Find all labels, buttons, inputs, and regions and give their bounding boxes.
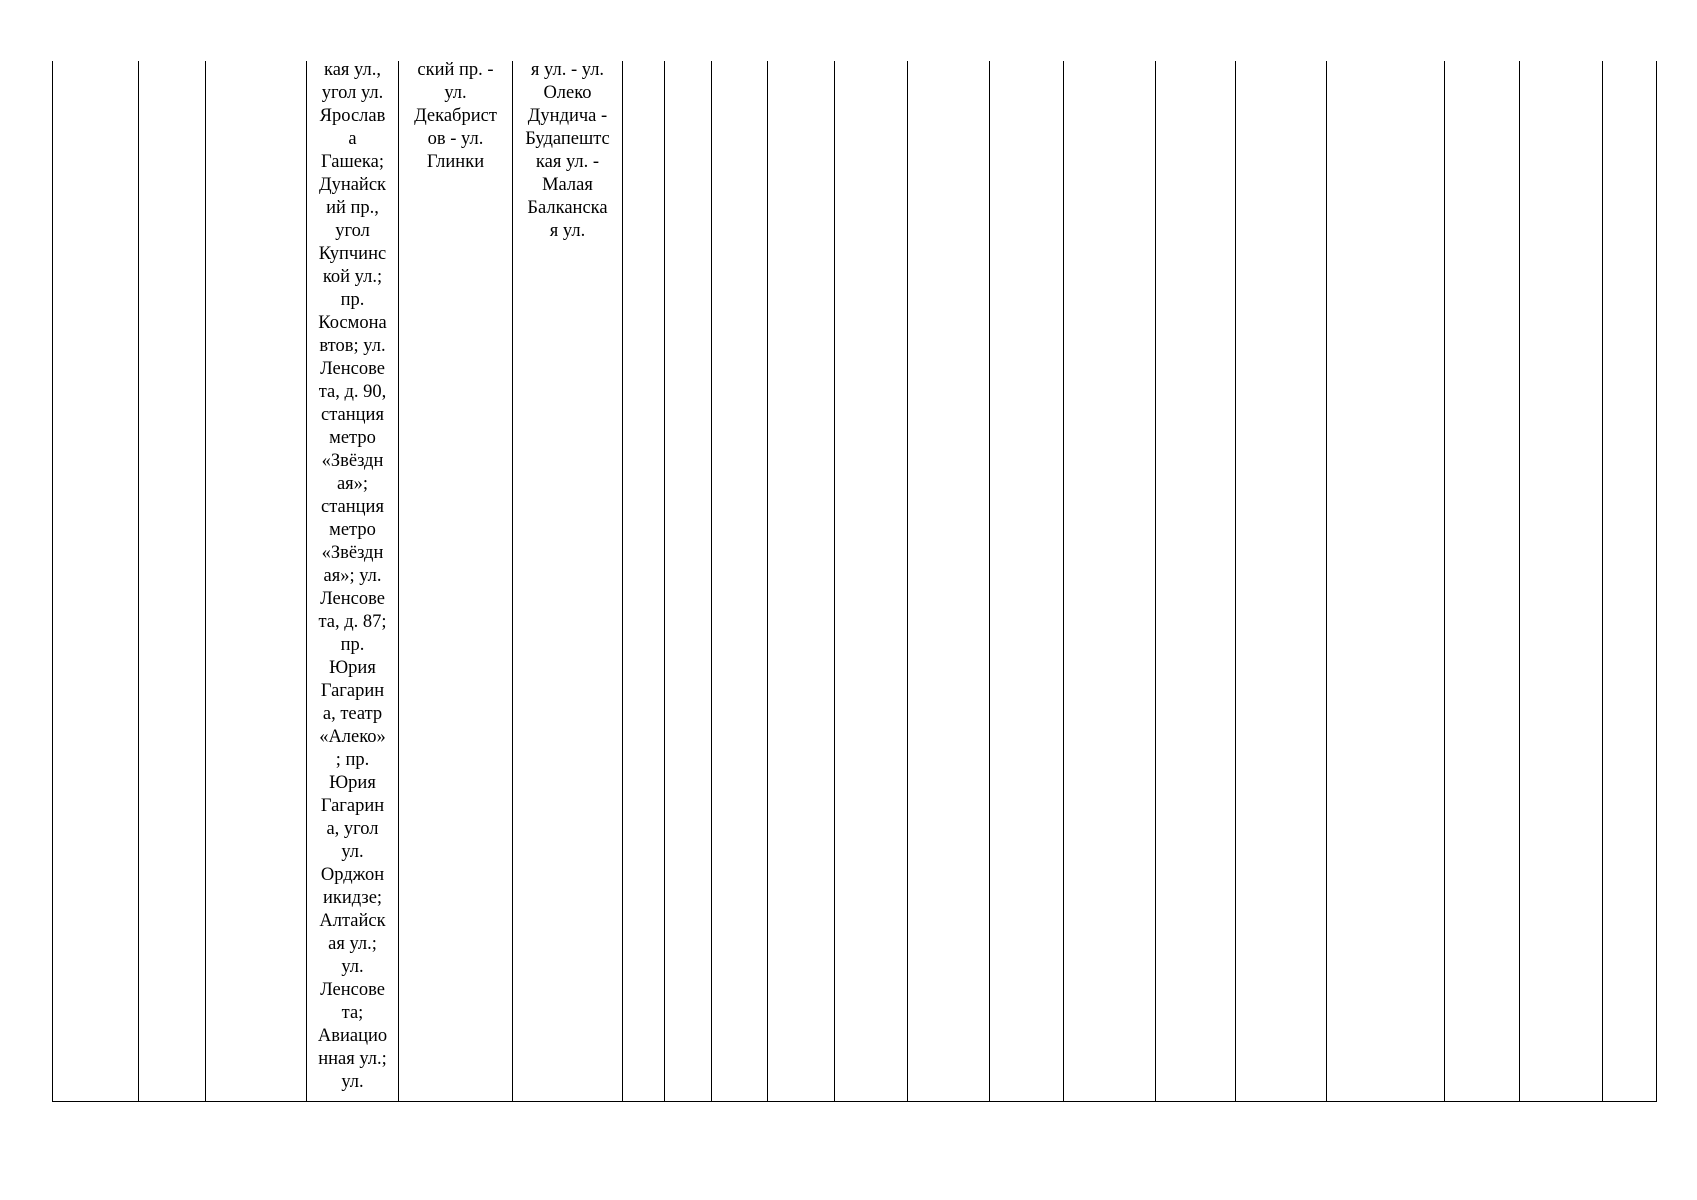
table-cell-2 <box>139 61 206 1102</box>
route-backward-text: я ул. - ул. Олеко Дундича - Будапештс кая ул. - Малая Балканска я ул. <box>525 61 610 241</box>
table-cell-12 <box>908 61 990 1102</box>
table-cell-17 <box>1327 61 1445 1102</box>
table-cell-19 <box>1520 61 1603 1102</box>
table-cell-13 <box>990 61 1064 1102</box>
table-cell-11 <box>835 61 908 1102</box>
table-cell-stops <box>307 61 399 1102</box>
table-cell-16 <box>1236 61 1327 1102</box>
table-cell-14 <box>1064 61 1156 1102</box>
table-cell-route-backward <box>513 61 623 1102</box>
table-cell-route-forward <box>399 61 513 1102</box>
table-cell-1 <box>53 61 139 1102</box>
table-cell-8 <box>665 61 712 1102</box>
table-cell-10 <box>768 61 835 1102</box>
table-row <box>53 61 1657 1102</box>
table-cell-15 <box>1156 61 1236 1102</box>
stops-text: кая ул., угол ул. Ярослав а Гашека; Дунайск ий пр., угол Купчинс кой ул.; пр. Космона втов; ул. Ленсове та, д. 90, станция метро «Звёздн ая»; станция метро «Звёздн ая»; ул. Ленсове та, д. 87; пр. Юрия Гагарин а, театр «Алеко» ; пр. Юрия Гагарин а, угол ул. Орджон икидзе; Алтайск ая ул.; ул. Ленсове та; Авиацио нная ул.; ул. <box>317 61 388 1092</box>
table-cell-9 <box>712 61 768 1102</box>
table-cell-18 <box>1445 61 1520 1102</box>
table-cell-7 <box>623 61 665 1102</box>
route-forward-text: ский пр. - ул. Декабрист ов - ул. Глинки <box>414 61 497 172</box>
table-cell-3 <box>206 61 307 1102</box>
route-table-fragment <box>52 61 1657 1102</box>
table-cell-20 <box>1603 61 1657 1102</box>
